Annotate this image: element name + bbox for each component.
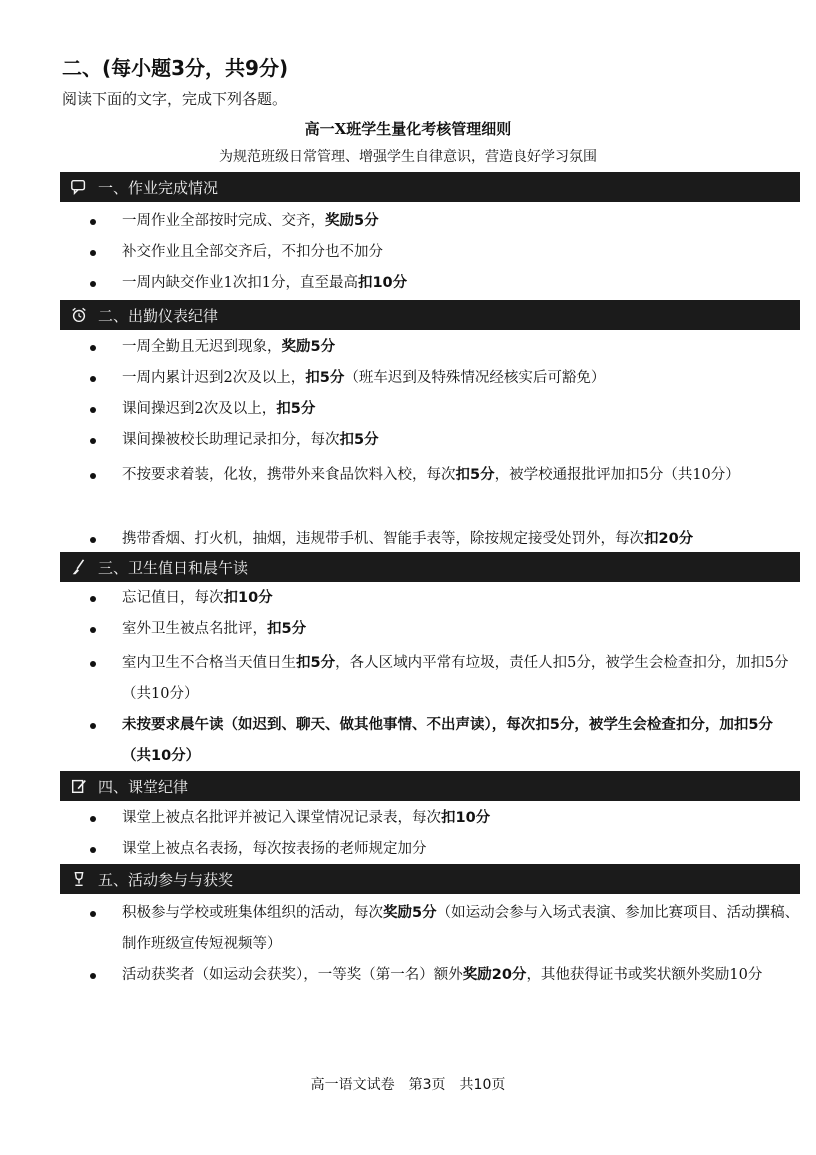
list-item: 室内卫生不合格当天值日生扣5分，各人区域内平常有垃圾，责任人扣5分，被学生会检查扣分，加扣5分（共10分）	[90, 648, 800, 710]
trophy-icon	[66, 869, 92, 889]
list-item: 忘记值日，每次扣10分	[90, 583, 800, 614]
bullet-icon	[90, 661, 96, 667]
section-header-classroom	[60, 771, 800, 801]
question-title: 二、(每小题3分，共9分)	[62, 56, 289, 80]
bullet-icon	[90, 345, 96, 351]
list-item: 课堂上被点名表扬，每次按表扬的老师规定加分	[90, 834, 800, 865]
broom-icon	[66, 557, 92, 577]
list-item: 一周内缺交作业1次扣1分，直至最高扣10分	[90, 268, 800, 299]
list-item: 一周全勤且无迟到现象，奖励5分	[90, 332, 800, 363]
bullet-icon	[90, 596, 96, 602]
bullet-icon	[90, 438, 96, 444]
bullet-icon	[90, 219, 96, 225]
section-heading: 五、活动参与与获奖	[98, 870, 234, 889]
note-edit-icon	[66, 776, 92, 796]
bullet-icon	[90, 407, 96, 413]
bullet-icon	[90, 627, 96, 633]
list-item: 不按要求着装，化妆，携带外来食品饮料入校，每次扣5分，被学校通报批评加扣5分（共10分）	[90, 460, 800, 491]
bullet-icon	[90, 973, 96, 979]
bullet-icon	[90, 911, 96, 917]
bullet-icon	[90, 847, 96, 853]
alarm-clock-icon	[66, 305, 92, 325]
section-header-homework	[60, 172, 800, 202]
section-heading: 二、出勤仪表纪律	[98, 306, 219, 325]
bullet-icon	[90, 723, 96, 729]
question-instruction: 阅读下面的文字，完成下列各题。	[62, 90, 288, 108]
list-item: 活动获奖者（如运动会获奖），一等奖（第一名）额外奖励20分，其他获得证书或奖状额外奖励10分	[90, 960, 800, 991]
list-item: 补交作业且全部交齐后，不扣分也不加分	[90, 237, 800, 268]
list-item: 携带香烟、打火机，抽烟，违规带手机、智能手表等，除按规定接受处罚外，每次扣20分	[90, 524, 800, 555]
chat-icon	[66, 177, 92, 197]
bullet-icon	[90, 250, 96, 256]
section-heading: 一、作业完成情况	[98, 178, 219, 197]
bullet-icon	[90, 281, 96, 287]
list-item: 一周内累计迟到2次及以上，扣5分（班车迟到及特殊情况经核实后可豁免）	[90, 363, 800, 394]
list-item: 积极参与学校或班集体组织的活动，每次奖励5分（如运动会参与入场式表演、参加比赛项目、活动撰稿、制作班级宣传短视频等）	[90, 898, 800, 960]
section-heading: 四、课堂纪律	[98, 777, 189, 796]
bullet-icon	[90, 537, 96, 543]
page-footer: 高一语文试卷 第3页 共10页	[310, 1077, 506, 1093]
list-item: 课间操迟到2次及以上，扣5分	[90, 394, 800, 425]
section-header-attendance	[60, 300, 800, 330]
document-title: 高一X班学生量化考核管理细则	[304, 120, 512, 138]
bullet-icon	[90, 816, 96, 822]
section-heading: 三、卫生值日和晨午读	[98, 558, 249, 577]
bullet-icon	[90, 376, 96, 382]
bullet-icon	[90, 473, 96, 479]
list-item: 室外卫生被点名批评，扣5分	[90, 614, 800, 645]
list-item: 未按要求晨午读（如迟到、聊天、做其他事情、不出声读），每次扣5分，被学生会检查扣分，加扣5分（共10分）	[90, 710, 800, 772]
list-item: 课堂上被点名批评并被记入课堂情况记录表，每次扣10分	[90, 803, 800, 834]
list-item: 课间操被校长助理记录扣分，每次扣5分	[90, 425, 800, 456]
section-header-activities	[60, 864, 800, 894]
document-subtitle: 为规范班级日常管理、增强学生自律意识，营造良好学习氛围	[219, 149, 597, 165]
list-item: 一周作业全部按时完成、交齐，奖励5分	[90, 206, 800, 237]
section-header-hygiene	[60, 552, 800, 582]
